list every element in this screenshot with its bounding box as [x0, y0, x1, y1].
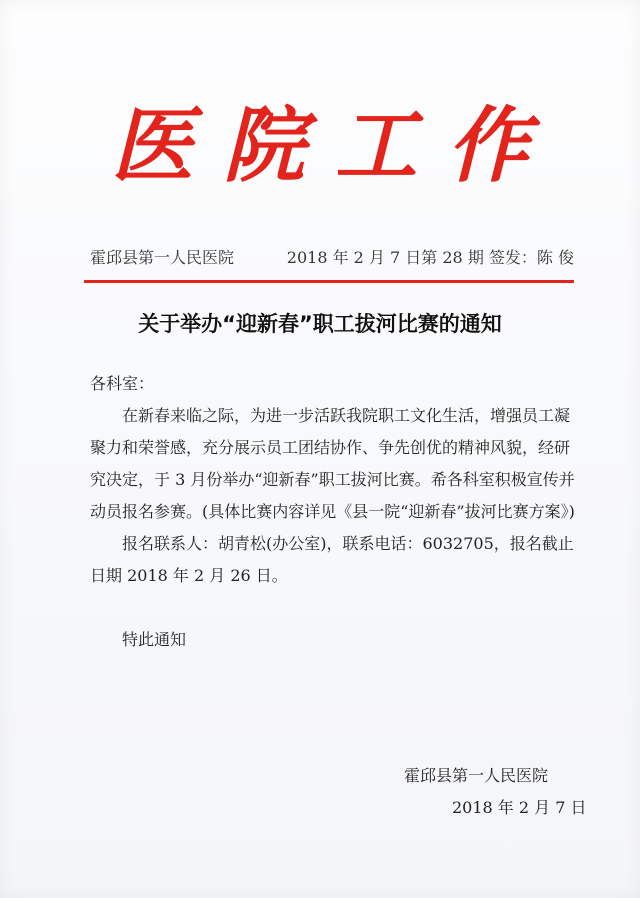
notice-title: 关于举办“迎新春”职工拔河比赛的通知 [138, 312, 502, 336]
issue-details: 2018 年 2 月 7 日第 28 期 签发：陈 俊 [286, 248, 574, 267]
notice-body [90, 368, 580, 656]
issuing-organization: 霍邱县第一人民医院 [90, 248, 235, 267]
issue-info-row [90, 246, 574, 270]
salutation: 各科室： [90, 374, 155, 393]
closing-line: 特此通知 [122, 630, 187, 649]
masthead-title: 医院工作 [111, 98, 559, 194]
body-paragraph-2: 报名联系人：胡青松(办公室)，联系电话：6032705，报名截止日期 2018 年 2 月 26 日。 [90, 534, 574, 585]
red-divider-line [84, 280, 574, 283]
body-paragraph-1: 在新春来临之际，为进一步活跃我院职工文化生活，增强员工凝聚力和荣誉感，充分展示员工团结协作、争先创优的精神风貌，经研究决定，于 3 月份举办“迎新春”职工拔河比赛。希各科室积极宣传并动员报名参赛。(具体比赛内容详见《县一院“迎新春”拔河比赛方案》) [90, 406, 575, 521]
signature-date: 2018 年 2 月 7 日 [452, 798, 587, 817]
signature-organization: 霍邱县第一人民医院 [404, 766, 549, 785]
